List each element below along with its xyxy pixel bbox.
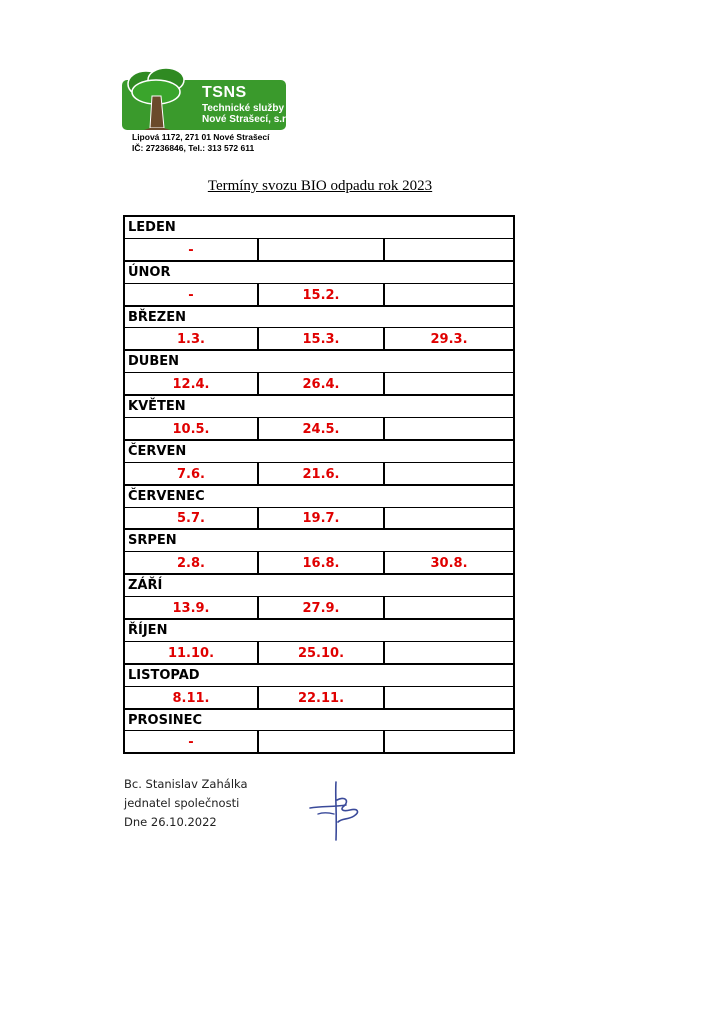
collection-date: 5.7. [124, 507, 258, 529]
collection-date [384, 283, 514, 305]
dates-row [124, 597, 514, 619]
dates-row [124, 283, 514, 305]
handwritten-signature [306, 778, 370, 842]
schedule-body [124, 216, 514, 753]
month-label: PROSINEC [124, 709, 514, 731]
collection-date: 21.6. [258, 462, 384, 484]
collection-date [258, 238, 384, 260]
company-logo [122, 66, 298, 153]
dates-row [124, 462, 514, 484]
dates-row [124, 238, 514, 260]
collection-date [384, 641, 514, 663]
collection-date: 11.10. [124, 641, 258, 663]
signature-block [124, 775, 324, 832]
month-label: ZÁŘÍ [124, 574, 514, 596]
collection-date: 29.3. [384, 328, 514, 350]
month-row [124, 216, 514, 238]
dates-row [124, 373, 514, 395]
collection-date: 26.4. [258, 373, 384, 395]
signatory-name: Bc. Stanislav Zahálka [124, 777, 248, 791]
collection-date: 15.3. [258, 328, 384, 350]
collection-date [384, 731, 514, 753]
collection-date: 15.2. [258, 283, 384, 305]
collection-date: 19.7. [258, 507, 384, 529]
month-row [124, 664, 514, 686]
collection-date: 16.8. [258, 552, 384, 574]
month-row [124, 709, 514, 731]
collection-date: - [124, 238, 258, 260]
month-row [124, 574, 514, 596]
logo-line-1: Technické služby [202, 103, 285, 114]
logo-line-2: Nové Strašecí, s.r.o. [202, 114, 298, 125]
collection-date: 24.5. [258, 418, 384, 440]
dates-row [124, 641, 514, 663]
page-title: Termíny svozu BIO odpadu rok 2023 [207, 178, 433, 194]
signatory-role: jednatel společnosti [124, 796, 240, 810]
month-row [124, 619, 514, 641]
document-date: Dne 26.10.2022 [124, 815, 217, 829]
collection-date [258, 731, 384, 753]
collection-date: 13.9. [124, 597, 258, 619]
dates-row [124, 328, 514, 350]
collection-date: 7.6. [124, 462, 258, 484]
month-label: ÚNOR [124, 261, 514, 283]
collection-date: 1.3. [124, 328, 258, 350]
collection-date: 22.11. [258, 686, 384, 708]
dates-row [124, 686, 514, 708]
month-row [124, 306, 514, 328]
month-label: ČERVEN [124, 440, 514, 462]
collection-date: 25.10. [258, 641, 384, 663]
collection-date: 30.8. [384, 552, 514, 574]
collection-date: - [124, 283, 258, 305]
month-label: BŘEZEN [124, 306, 514, 328]
collection-date: 10.5. [124, 418, 258, 440]
month-row [124, 529, 514, 551]
month-row [124, 395, 514, 417]
collection-date [384, 373, 514, 395]
month-label: ŘÍJEN [124, 619, 514, 641]
month-row [124, 485, 514, 507]
month-row [124, 350, 514, 372]
collection-date [384, 238, 514, 260]
dates-row [124, 507, 514, 529]
schedule-table [123, 215, 515, 754]
collection-date [384, 597, 514, 619]
month-label: LISTOPAD [124, 664, 514, 686]
dates-row [124, 731, 514, 753]
month-label: ČERVENEC [124, 485, 514, 507]
logo-address: Lipová 1172, 271 01 Nové Strašecí [132, 132, 270, 142]
collection-date: 8.11. [124, 686, 258, 708]
logo-contact: IČ: 27236846, Tel.: 313 572 611 [132, 143, 255, 153]
dates-row [124, 418, 514, 440]
collection-date: 12.4. [124, 373, 258, 395]
collection-date: 27.9. [258, 597, 384, 619]
collection-date: 2.8. [124, 552, 258, 574]
collection-date [384, 418, 514, 440]
collection-date [384, 686, 514, 708]
month-row [124, 261, 514, 283]
month-label: SRPEN [124, 529, 514, 551]
dates-row [124, 552, 514, 574]
tree-icon [126, 66, 190, 130]
month-label: DUBEN [124, 350, 514, 372]
collection-date [384, 507, 514, 529]
logo-brand: TSNS [202, 84, 247, 101]
month-row [124, 440, 514, 462]
month-label: LEDEN [124, 216, 514, 238]
month-label: KVĚTEN [124, 395, 514, 417]
collection-date [384, 462, 514, 484]
collection-date: - [124, 731, 258, 753]
